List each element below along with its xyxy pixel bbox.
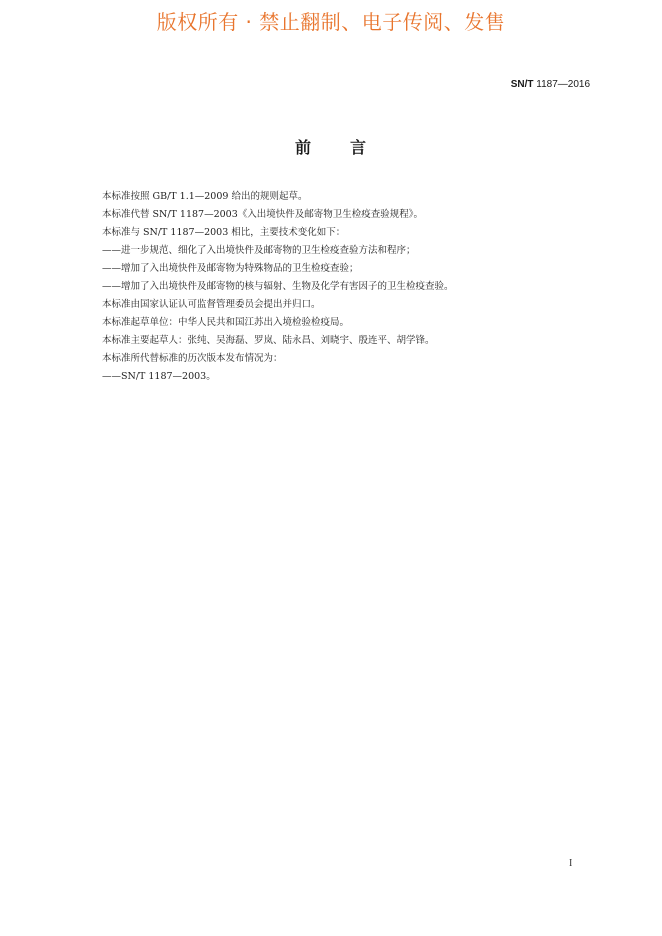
foreword-heading-char-1: 前: [294, 138, 312, 157]
foreword-paragraph: 本标准起草单位：中华人民共和国江苏出入境检验检疫局。: [102, 317, 350, 328]
foreword-paragraph: 本标准主要起草人：张纯、吴海磊、罗岚、陆永昌、刘晓宇、殷连平、胡学锋。: [102, 335, 435, 346]
foreword-change-item: ——增加了入出境快件及邮寄物为特殊物品的卫生检疫查验；: [102, 263, 359, 274]
foreword-change-item: ——进一步规范、细化了入出境快件及邮寄物的卫生检疫查验方法和程序；: [102, 245, 416, 256]
foreword-paragraph: 本标准由国家认证认可监督管理委员会提出并归口。: [102, 299, 321, 310]
foreword-history-item: ——SN/T 1187—2003。: [102, 371, 216, 382]
foreword-paragraph: 本标准按照 GB/T 1.1—2009 给出的规则起草。: [102, 191, 308, 202]
document-number-value: 1187—2016: [536, 79, 590, 90]
foreword-paragraph: 本标准代替 SN/T 1187—2003《入出境快件及邮寄物卫生检疫查验规程》。: [102, 209, 424, 220]
foreword-paragraph: 本标准所代替标准的历次版本发布情况为：: [102, 353, 283, 364]
copyright-watermark: 版权所有 · 禁止翻制、电子传阅、发售: [156, 10, 506, 34]
document-number: [511, 79, 590, 90]
foreword-heading: [0, 135, 662, 158]
foreword-change-item: ——增加了入出境快件及邮寄物的核与辐射、生物及化学有害因子的卫生检疫查验。: [102, 281, 454, 292]
foreword-paragraph: 本标准与 SN/T 1187—2003 相比，主要技术变化如下：: [102, 227, 346, 238]
foreword-body: [102, 188, 592, 386]
page-number: I: [569, 858, 573, 869]
document-number-prefix: SN/T: [510, 79, 534, 90]
foreword-heading-char-2: 言: [350, 138, 368, 157]
